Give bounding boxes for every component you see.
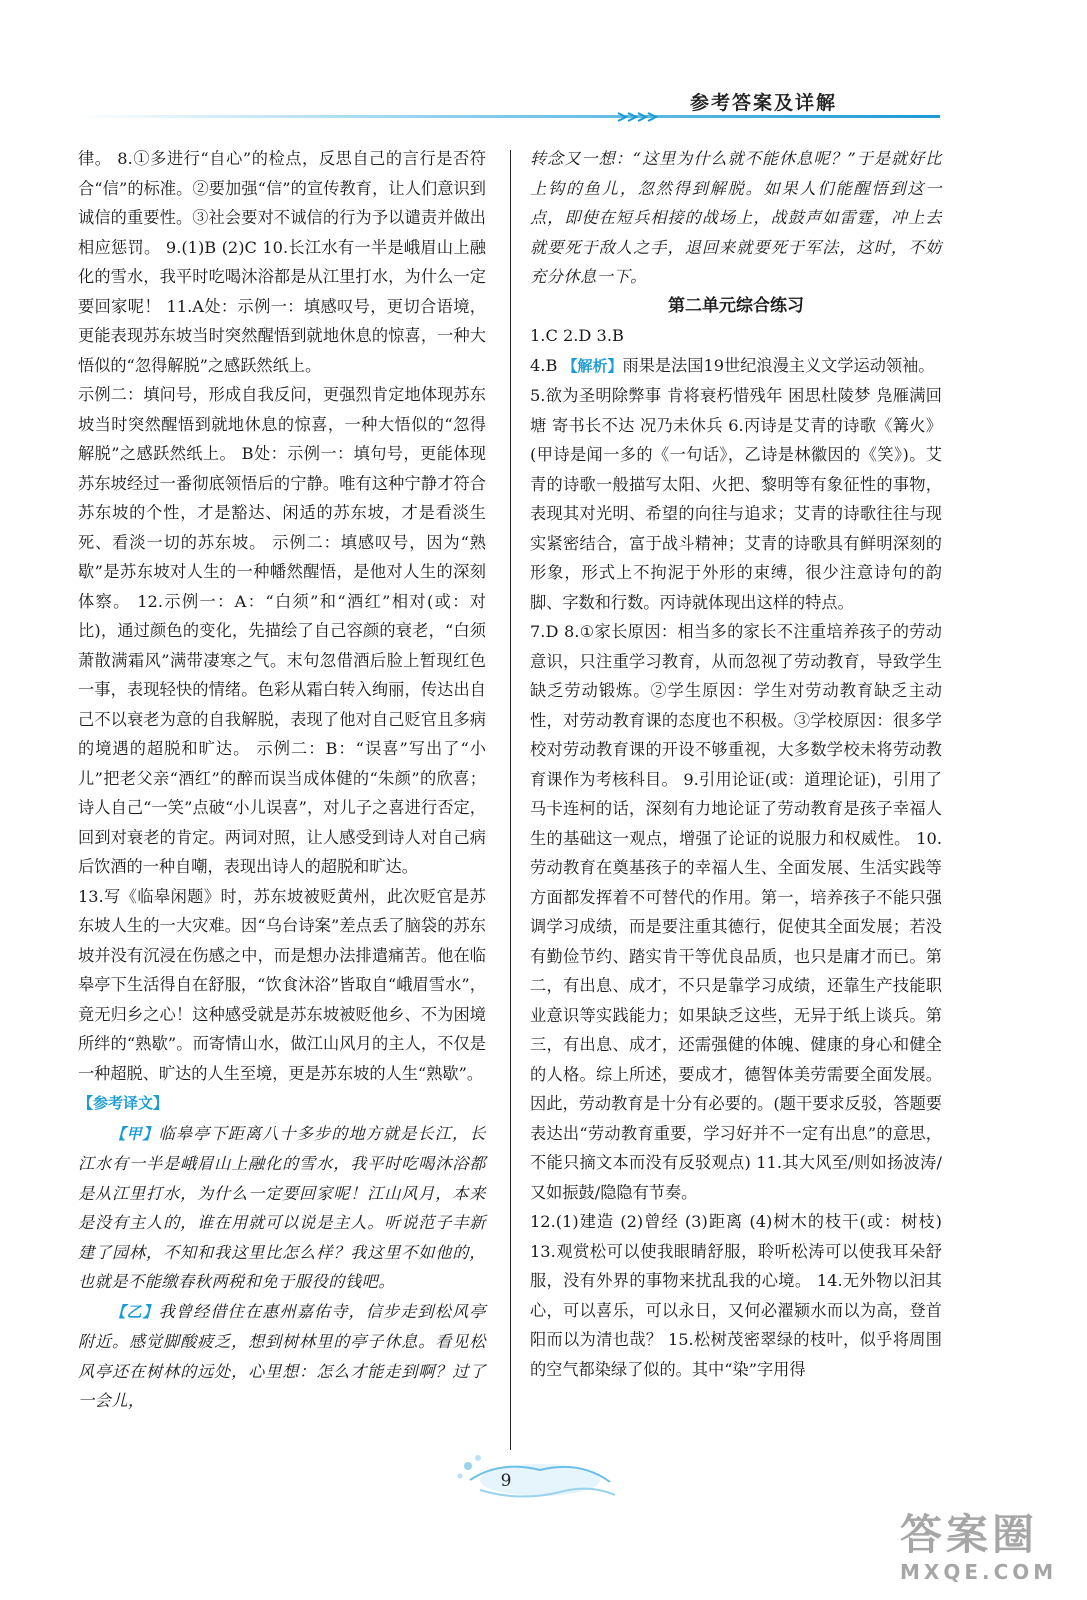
watermark-logo: 答案圈 — [900, 1510, 1039, 1559]
header-decorative-rule — [78, 112, 940, 122]
left-column — [78, 144, 486, 1416]
watermark — [900, 1510, 1080, 1590]
page-number: 9 — [500, 1471, 512, 1491]
answers-1-3: 1.C 2.D 3.B — [530, 326, 624, 345]
reference-translation-heading — [78, 1088, 486, 1119]
answers-7-11: 7.D 8.①家长原因：相当多的家长不注重培养孩子的劳动意识，只注重学习教育，从而忽视了劳动教育，导致学生缺乏劳动锻炼。②学生原因：学生对劳动教育缺乏主动性，对劳动教育课的态度也不积极。③学校原因：很多学校对劳动教育课的开设不够重视，大多数学校未将劳动教育课作为考核科目。 9.引用论证(或：道理论证)，引用了马卡连柯的话，深刻有力地论证了劳动教育是孩子幸福人生的基础这一观点，增强了论证的说服力和权威性。 10.劳动教育在奠基孩子的幸福人生、全面发展、生活实践等方面都发挥着不可替代的作用。第一，培养孩子不能只强调学习成绩，而是要注重其德行，促使其全面发展；若没有勤俭节约、踏实肯干等优良品质，也只是庸才而已。第二，有出息、成才，不只是靠学习成绩，还靠生产技能职业意识等实践能力；如果缺乏这些，无异于纸上谈兵。第三，有出息、成才，还需强健的体魄、健康的身心和健全的人格。综上所述，要成才，德智体美劳需要全面发展。因此，劳动教育是十分有必要的。(题干要求反驳，答题要表达出“劳动教育重要，学习好并不一定有出息”的意思，不能只摘文本而没有反驳观点) 11.其大风至/则如扬波涛/又如振鼓/隐隐有节奏。 — [530, 622, 942, 1202]
answer-4-choice: 4.B — [530, 355, 563, 375]
right-column — [530, 144, 942, 1384]
yi-tag: 【乙】 — [110, 1302, 159, 1321]
answer-4-analysis: 雨果是法国19世纪浪漫主义文学运动领袖。 — [622, 355, 935, 375]
answer-block-11-12-examples: 示例二：填问号，形成自我反问，更强烈肯定地体现苏东坡当时突然醒悟到就地休息的惊喜，一种大悟似的“忽得解脱”之感跃然纸上。 B处：示例一：填句号，更能体现苏东坡经过一番彻底领悟后的宁静。唯有这种宁静才符合苏东坡的个性，才是豁达、闲适的苏东坡，才是看淡生死、看淡一切的苏东坡。 示例二：填感叹号，因为“熟歇”是苏东坡对人生的一种幡然醒悟，是他对人生的深刻体察。 12.示例一：A：“白须”和“酒红”相对(或：对比)，通过颜色的变化，先描绘了自己容颜的衰老，“白须萧散满霜风”满带凄寒之气。末句忽借酒后脸上暂现红色一事，表现轻快的情绪。色彩从霜白转入绚丽，传达出自己不以衰老为意的自我解脱，表现了他对自己贬官且多病的境遇的超脱和旷达。 示例二：B：“误喜”写出了“小儿”把老父亲“酒红”的醉而误当成体健的“朱颜”的欣喜；诗人自己“一笑”点破“小儿误喜”，对儿子之喜进行否定，回到对衰老的肯定。两词对照，让人感受到诗人对自己病后饮酒的一种自嘲，表现出诗人的超脱和旷达。 — [78, 385, 486, 876]
translation-yi-continued: 转念又一想：“这里为什么就不能休息呢？”于是就好比上钩的鱼儿，忽然得到解脱。如果人们能醒悟到这一点，即使在短兵相接的战场上，战鼓声如雷霆，冲上去就要死于敌人之手，退回来就要死于军法，这时，不妨充分休息一下。 — [530, 149, 942, 286]
reference-translation-tag: 【参考译文】 — [78, 1094, 169, 1112]
header-title: 参考答案及详解 — [690, 92, 838, 114]
unit-title: 第二单元综合练习 — [668, 295, 804, 316]
jia-tag: 【甲】 — [110, 1124, 159, 1143]
answer-block-13: 13.写《临皋闲题》时，苏东坡被贬黄州，此次贬官是苏东坡人生的一大灾难。因“乌台诗案”差点丢了脑袋的苏东坡并没有沉浸在伤感之中，而是想办法排遣痛苦。他在临皋亭下生活得自在舒服，“饮食沐浴”皆取自“峨眉雪水”，竟无归乡之心！这种感受就是苏东坡被贬他乡、不为困境所绊的“熟歇”。而寄情山水，做江山风月的主人，不仅是一种超脱、旷达的人生至境，更是苏东坡的人生“熟歇”。 — [78, 886, 486, 1083]
answer-block-8-12: 律。 8.①多进行“自心”的检点，反思自己的言行是否符合“信”的标准。②要加强“信”的宣传教育，让人们意识到诚信的重要性。③社会要对不诚信的行为予以谴责并做出相应惩罚。 9.(1)B (2)C 10.长江水有一半是峨眉山上融化的雪水，我平时吃喝沐浴都是从江里打水，为什么一定要回家呢！ 11.A处：示例一：填感叹号，更切合语境，更能表现苏东坡当时突然醒悟到就地休息的惊喜，一种大悟似的“忽得解脱”之感跃然纸上。 — [78, 149, 486, 375]
analysis-tag: 【解析】 — [562, 356, 623, 375]
answers-12-15: 12.(1)建造 (2)曾经 (3)距离 (4)树木的枝干(或：树枝) 13.观赏松可以使我眼睛舒服，聆听松涛可以使我耳朵舒服，没有外界的事物来扰乱我的心境。 14.无外物以汩其心，可以喜乐，可以永日，又何必濯颍水而以为高，登首阳而以为清也哉？ 15.松树茂密翠绿的枝叶，似乎将周围的空气都染绿了似的。其中“染”字用得 — [530, 1212, 942, 1379]
answers-5-6: 5.欲为圣明除弊事 肯将衰朽惜残年 困思杜陵梦 凫雁满回塘 寄书长不达 况乃未休兵 6.丙诗是艾青的诗歌《篝火》(甲诗是闻一多的《一句话》，乙诗是林徽因的《笑》)。艾青的诗歌一般描写太阳、火把、黎明等有象征性的事物，表现其对光明、希望的向往与追求；艾青的诗歌往往与现实紧密结合，富于战斗精神；艾青的诗歌具有鲜明深刻的形象，形式上不拘泥于外形的束缚，很少注意诗句的韵脚、字数和行数。丙诗就体现出这样的特点。 — [530, 386, 942, 612]
footer-ornament — [440, 1440, 640, 1520]
jia-text: 临皋亭下距离八十多步的地方就是长江，长江水有一半是峨眉山上融化的雪水，我平时吃喝沐浴都是从江里打水，为什么一定要回家呢！江山风月，本来是没有主人的，谁在用就可以说是主人。听说范子丰新建了园林，不知和我这里比怎么样？我这里不如他的，也就是不能缴春秋两税和免于服役的钱吧。 — [78, 1123, 486, 1291]
watermark-url: MXQE.COM — [900, 1560, 1058, 1584]
column-divider — [510, 150, 511, 1450]
yi-text: 我曾经借住在惠州嘉佑寺，信步走到松风亭附近。感觉脚酸疲乏，想到树林里的亭子休息。看见松风亭还在树林的远处，心里想：怎么才能走到啊？过了一会儿， — [78, 1301, 486, 1410]
answer-4 — [530, 351, 942, 382]
translation-yi — [78, 1297, 486, 1416]
translation-jia — [78, 1119, 486, 1297]
